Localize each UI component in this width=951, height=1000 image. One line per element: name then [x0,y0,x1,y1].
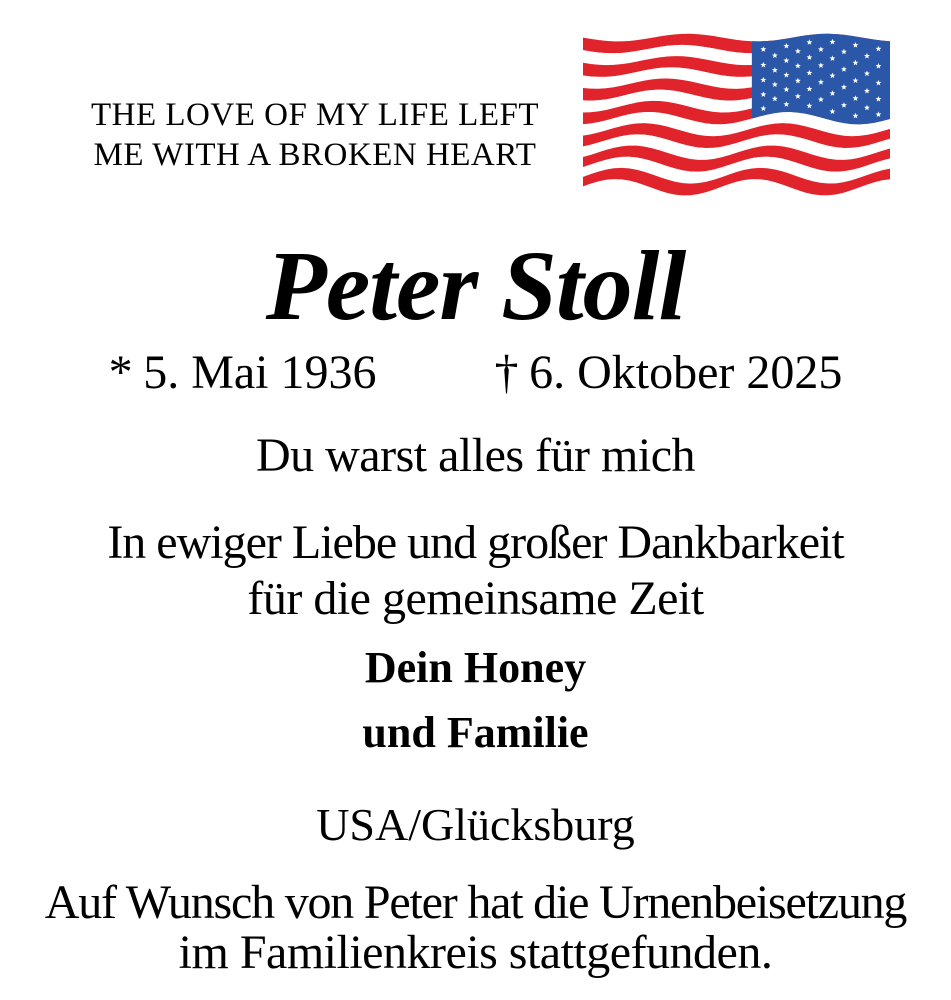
signature-line1: Dein Honey [364,643,587,692]
location-line: USA/Glücksburg [316,799,635,850]
header-motto-line2: ME WITH A BROKEN HEART [93,137,537,173]
death-date: 6. Oktober 2025 [529,346,843,399]
gratitude-line1: In ewiger Liebe und großer Dankbarkeit [107,516,844,569]
birth-symbol: * [108,346,133,399]
header-motto [60,95,570,175]
gratitude-line2: für die gemeinsame Zeit [247,572,704,625]
american-flag-icon [583,28,890,197]
life-dates [0,346,951,399]
closing-line1: Auf Wunsch von Peter hat die Urnenbeisetzung [44,876,907,929]
dedication-line: Du warst alles für mich [255,429,696,482]
birth-date-item [108,346,377,399]
header-motto-line1: THE LOVE OF MY LIFE LEFT [91,97,539,133]
american-flag-svg [583,28,890,197]
closing-line2: im Familienkreis stattgefunden. [178,926,773,979]
death-date-item [494,346,843,399]
death-cross-symbol: † [494,346,519,399]
deceased-name: Peter Stoll [265,230,686,341]
signature-line2: und Familie [362,708,589,757]
birth-date: 5. Mai 1936 [143,346,377,399]
